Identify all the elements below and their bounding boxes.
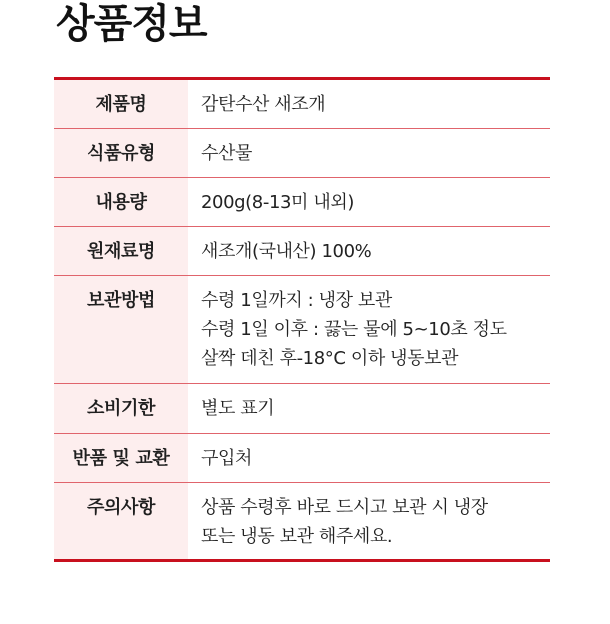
table-row — [54, 79, 550, 129]
row-label-product-name: 제품명 — [54, 79, 188, 129]
row-label-food-type: 식품유형 — [54, 129, 188, 178]
row-label-returns: 반품 및 교환 — [54, 434, 188, 483]
table-row — [54, 384, 550, 434]
row-label-storage: 보관방법 — [54, 276, 188, 384]
table-row — [54, 483, 550, 561]
page-title: 상품정보 — [56, 1, 207, 47]
row-value-caution: 상품 수령후 바로 드시고 보관 시 냉장 또는 냉동 보관 해주세요. — [188, 483, 550, 561]
row-value-food-type: 수산물 — [188, 129, 550, 178]
table-row — [54, 178, 550, 227]
table-row — [54, 434, 550, 483]
row-value-returns: 구입처 — [188, 434, 550, 483]
row-value-expiry: 별도 표기 — [188, 384, 550, 434]
table-row — [54, 227, 550, 276]
row-label-net-content: 내용량 — [54, 178, 188, 227]
row-label-ingredients: 원재료명 — [54, 227, 188, 276]
row-value-ingredients: 새조개(국내산) 100% — [188, 227, 550, 276]
table-row — [54, 276, 550, 384]
row-value-net-content: 200g(8-13미 내외) — [188, 178, 550, 227]
row-label-caution: 주의사항 — [54, 483, 188, 561]
row-value-storage: 수령 1일까지 : 냉장 보관 수령 1일 이후 : 끓는 물에 5~10초 정도 살짝 데친 후-18°C 이하 냉동보관 — [188, 276, 550, 384]
table-row — [54, 129, 550, 178]
row-label-expiry: 소비기한 — [54, 384, 188, 434]
row-value-product-name: 감탄수산 새조개 — [201, 94, 326, 115]
product-info-table — [54, 77, 550, 562]
